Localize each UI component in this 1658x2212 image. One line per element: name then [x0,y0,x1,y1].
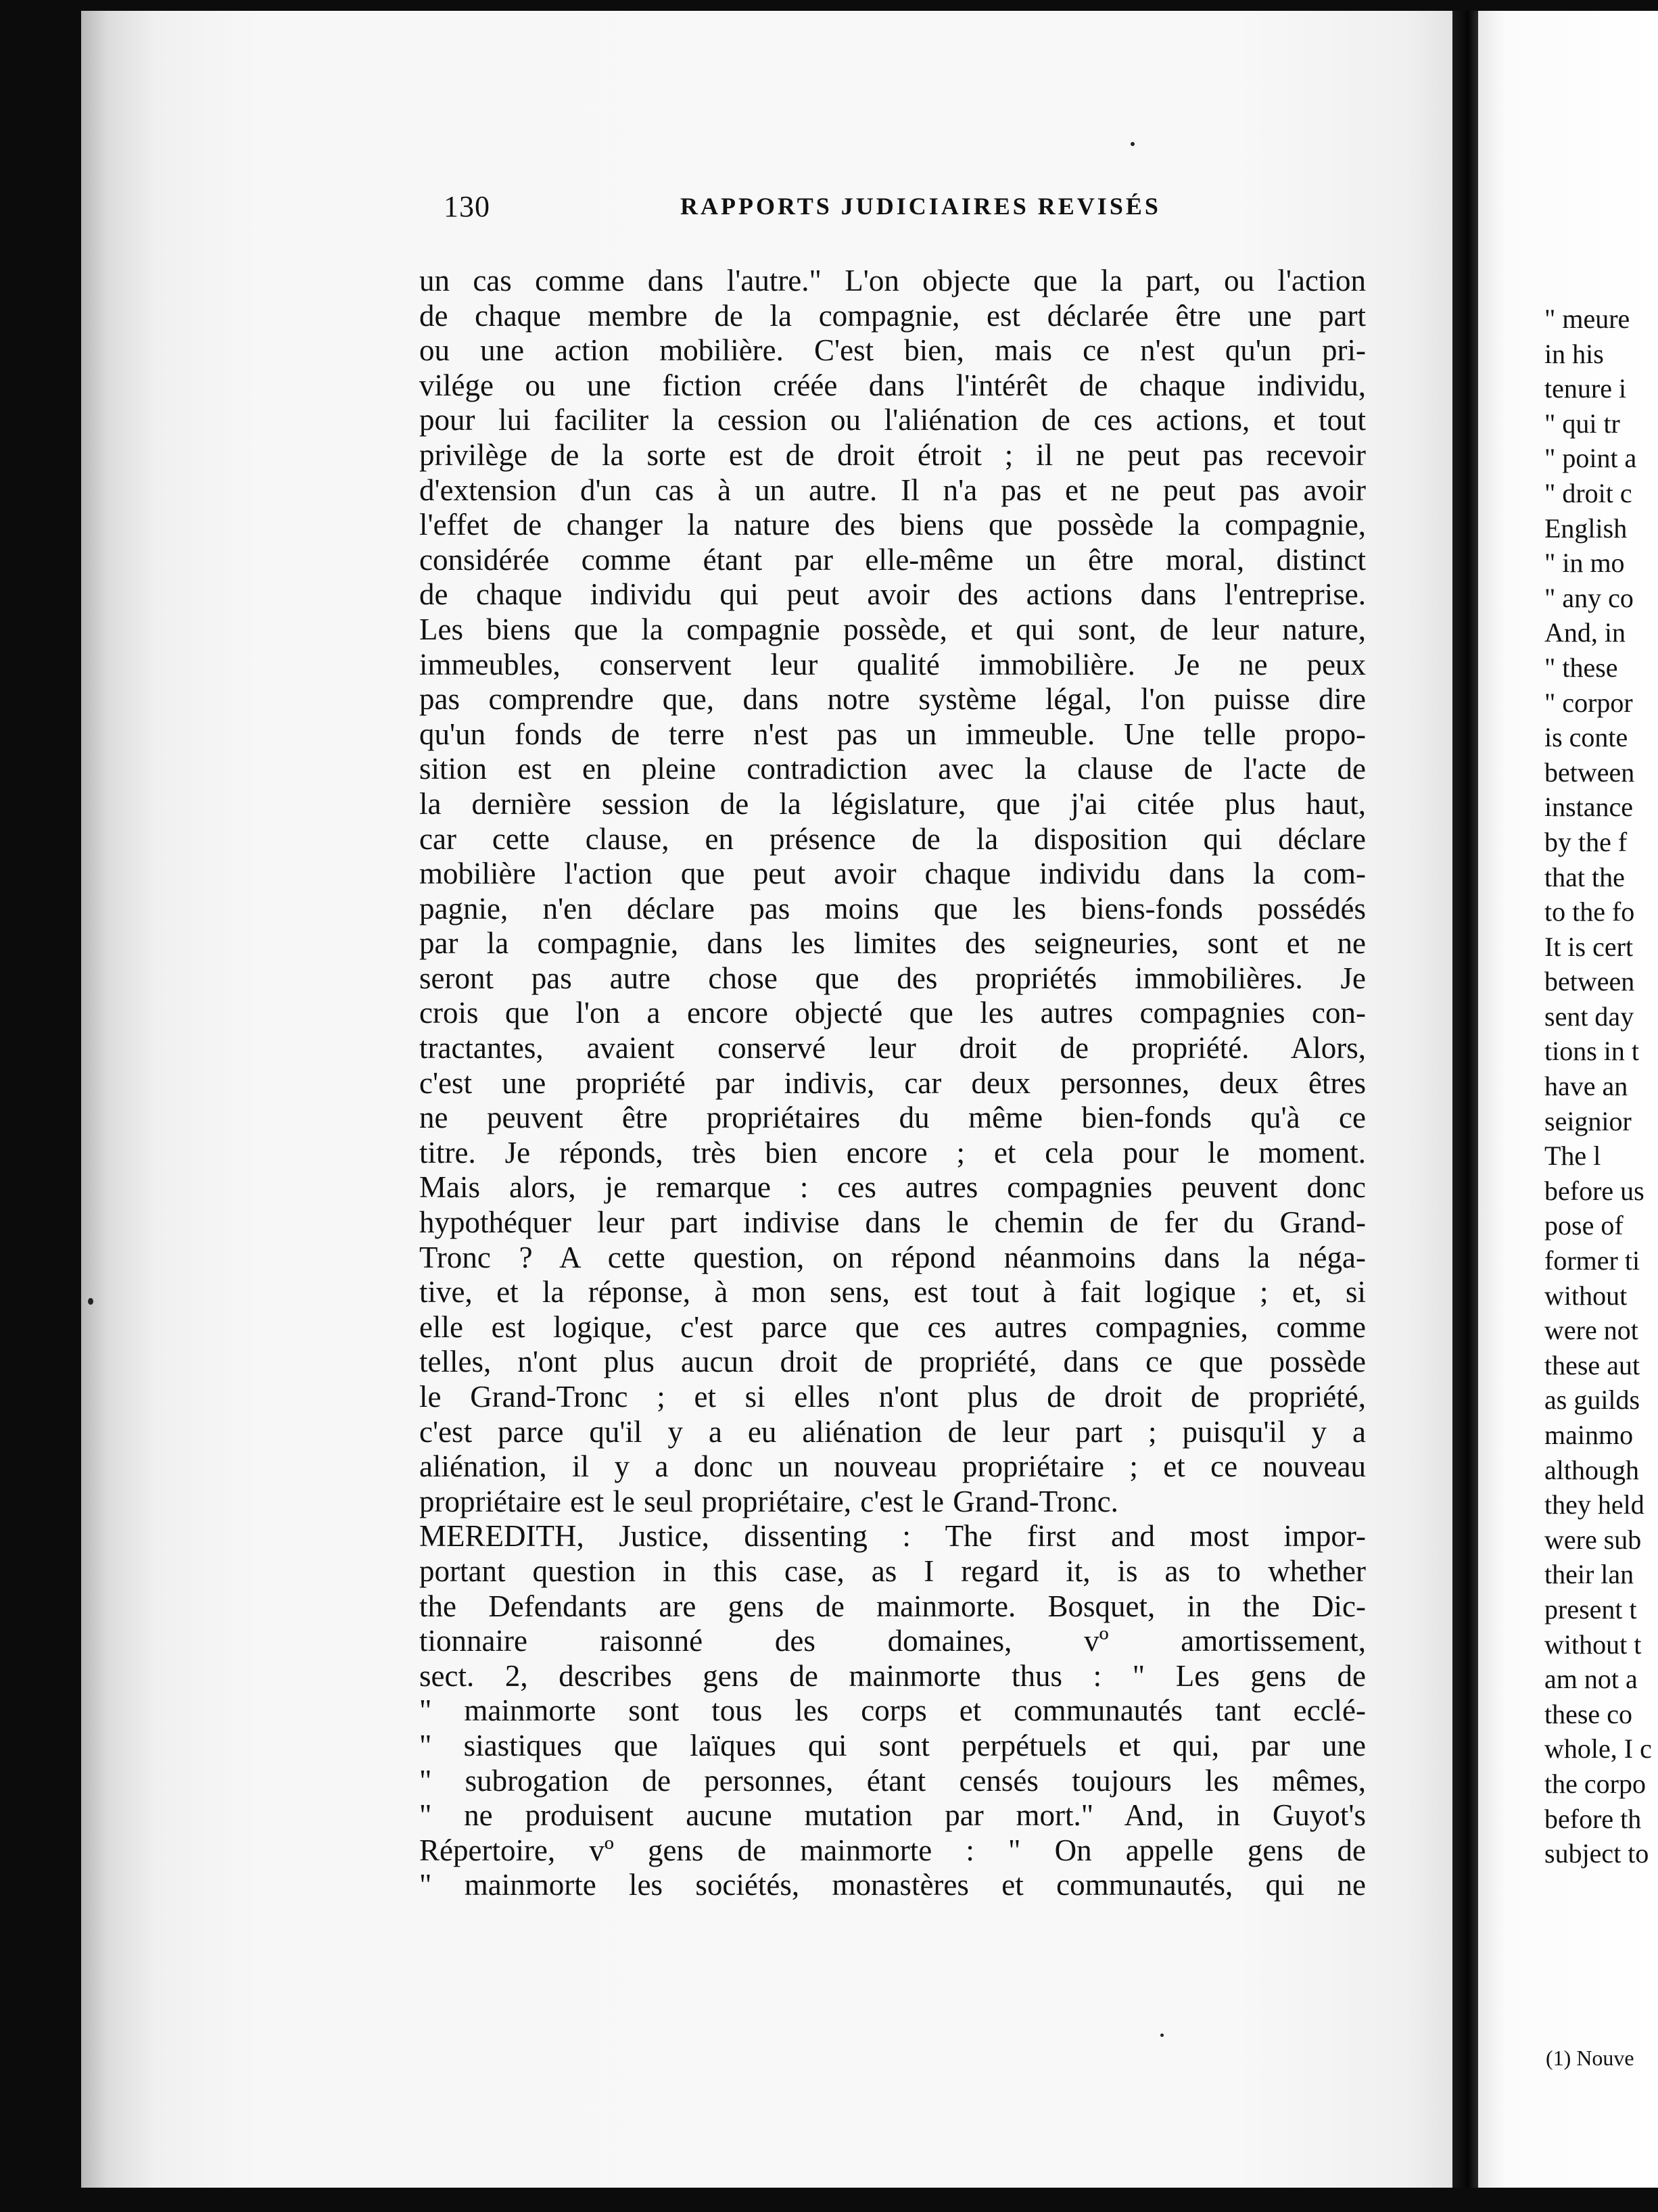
right-text-line: sent day [1544,1001,1634,1032]
scan-border-left [0,0,81,2212]
text-line: titre. Je réponds, très bien encore ; et cela pour le moment. [419,1135,1366,1170]
text-line: ne peuvent être propriétaires du même bien-fonds qu'à ce [419,1101,1366,1135]
text-line: de chaque membre de la compagnie, est déclarée être une part [419,298,1366,333]
scan-border-top [0,0,1658,11]
right-text-line: tenure i [1544,373,1627,404]
text-line: tionnaire raisonné des domaines, vº amortissement, [419,1624,1366,1658]
body-text [419,264,1366,1903]
text-line: d'extension d'un cas à un autre. Il n'a pas et ne peut pas avoir [419,473,1366,507]
right-text-line: between [1544,966,1635,997]
right-text-line: in his [1544,338,1604,369]
text-line: ou une action mobilière. C'est bien, mais ce n'est qu'un pri- [419,333,1366,368]
right-text-line: although [1544,1454,1639,1485]
right-text-line: mainmo [1544,1420,1634,1450]
text-line: l'effet de changer la nature des biens que possède la compagnie, [419,508,1366,542]
running-head: RAPPORTS JUDICIAIRES REVISÉS [680,193,1161,220]
right-text-line: " point a [1544,443,1637,474]
text-line: c'est parce qu'il y a eu aliénation de leur part ; puisqu'il y a [419,1414,1366,1449]
text-line: de chaque individu qui peut avoir des actions dans l'entreprise. [419,577,1366,612]
text-line: " ne produisent aucune mutation par mort." And, in Guyot's [419,1798,1366,1833]
text-line: un cas comme dans l'autre." L'on objecte que la part, ou l'action [419,264,1366,297]
text-line: " mainmorte les sociétés, monastères et communautés, qui ne [419,1868,1366,1902]
right-page-footnote: (1) Nouve [1546,2046,1634,2070]
right-text-line: It is cert [1544,931,1634,962]
text-line: Tronc ? A cette question, on répond néanmoins dans la néga- [419,1240,1366,1274]
right-text-line: present t [1544,1593,1637,1625]
right-text-line: were sub [1544,1524,1642,1555]
right-text-line: English [1544,512,1628,544]
right-text-line: without [1544,1280,1628,1311]
text-line: privilège de la sorte est de droit étroit ; il ne peut pas recevoir [419,437,1366,472]
text-line: elle est logique, c'est parce que ces autres compagnies, comme [419,1309,1366,1344]
right-text-line: by the f [1544,826,1628,857]
text-line: portant question in this case, as I regard it, is as to whether [419,1554,1366,1588]
text-line: la dernière session de la législature, que j'ai citée plus haut, [419,786,1366,821]
scan-speck [88,1298,93,1305]
text-line: qu'un fonds de terre n'est pas un immeuble. Une telle propo- [419,717,1366,751]
text-line: par la compagnie, dans les limites des seigneuries, sont et ne [419,926,1366,961]
right-text-line: as guilds [1544,1385,1640,1416]
right-text-line: these co [1544,1698,1632,1729]
right-text-line: The l [1544,1140,1601,1172]
text-line: propriétaire est le seul propriétaire, c'est le Grand-Tronc. [419,1484,1118,1518]
right-text-line: before th [1544,1803,1642,1834]
text-line: " subrogation de personnes, étant censés toujours les mêmes, [419,1763,1366,1798]
right-text-line: without t [1544,1629,1642,1660]
right-text-line: former ti [1544,1245,1640,1276]
text-line: crois que l'on a encore objecté que les autres compagnies con- [419,996,1366,1030]
right-text-line: subject to [1544,1838,1649,1869]
right-text-line: have an [1544,1071,1628,1102]
book-gutter [1452,11,1478,2188]
page-number: 130 [444,190,490,223]
right-text-line: " qui tr [1544,408,1620,439]
right-text-line: that the [1544,861,1625,892]
right-text-line: seignior [1544,1105,1632,1136]
text-line: Les biens que la compagnie possède, et qui sont, de leur nature, [419,612,1366,646]
right-text-line: " meure [1544,304,1630,334]
text-line: tive, et la réponse, à mon sens, est tout à fait logique ; et, si [419,1275,1366,1309]
right-text-line: am not a [1544,1664,1638,1695]
text-line: MEREDITH, Justice, dissenting : The first and most impor- [419,1519,1366,1554]
text-line: pas comprendre que, dans notre système légal, l'on puisse dire [419,682,1366,717]
text-line: telles, n'ont plus aucun droit de propriété, dans ce que possède [419,1345,1366,1379]
right-text-line: " droit c [1544,477,1632,508]
text-line: seront pas autre chose que des propriétés immobilières. Je [419,961,1366,995]
text-line: sition est en pleine contradiction avec la clause de l'acte de [419,752,1366,786]
right-text-line: instance [1544,792,1634,823]
right-text-line: were not [1544,1315,1638,1346]
right-text-line: pose of [1544,1210,1624,1241]
right-text-line: between [1544,756,1635,788]
right-text-line: before us [1544,1175,1644,1206]
text-line: le Grand-Tronc ; et si elles n'ont plus de droit de propriété, [419,1380,1366,1414]
scan-speck [1131,142,1135,146]
right-text-line: whole, I c [1544,1733,1652,1764]
right-text-line: these aut [1544,1349,1640,1380]
text-line: considérée comme étant par elle-même un être moral, distinct [419,542,1366,577]
text-line: " siastiques que laïques qui sont perpétuels et qui, par une [419,1728,1366,1762]
text-line: car cette clause, en présence de la disposition qui déclare [419,821,1366,856]
text-line: mobilière l'action que peut avoir chaque individu dans la com- [419,857,1366,891]
scan-speck [1160,2034,1164,2037]
page-header [444,189,1363,230]
right-page-text [1544,302,1658,1871]
right-text-line: " in mo [1544,548,1625,579]
right-page [1478,11,1658,2188]
text-line: pagnie, n'en déclare pas moins que les biens-fonds possédés [419,891,1366,925]
text-line: Mais alors, je remarque : ces autres compagnies peuvent donc [419,1170,1366,1205]
text-line: c'est une propriété par indivis, car deux personnes, deux êtres [419,1065,1366,1100]
right-text-line: they held [1544,1489,1644,1520]
text-line: tractantes, avaient conservé leur droit de propriété. Alors, [419,1031,1366,1065]
text-line: hypothéquer leur part indivise dans le chemin de fer du Grand- [419,1205,1366,1240]
right-text-line: their lan [1544,1559,1634,1590]
text-line: sect. 2, describes gens de mainmorte thus : " Les gens de [419,1658,1366,1693]
text-line: the Defendants are gens de mainmorte. Bosquet, in the Dic- [419,1589,1366,1623]
right-text-line: " any co [1544,582,1634,613]
text-line: vilége ou une fiction créée dans l'intérêt de chaque individu, [419,368,1366,402]
text-line: pour lui faciliter la cession ou l'aliénation de ces actions, et tout [419,403,1366,437]
text-line: " mainmorte sont tous les corps et communautés tant ecclé- [419,1693,1366,1728]
right-text-line: " these [1544,652,1618,683]
scan-border-bottom [0,2188,1658,2212]
right-text-line: is conte [1544,722,1628,753]
text-line: aliénation, il y a donc un nouveau propriétaire ; et ce nouveau [419,1449,1366,1484]
right-text-line: " corpor [1544,687,1633,718]
right-text-line: And, in [1544,617,1626,648]
text-line: immeubles, conservent leur qualité immobilière. Je ne peux [419,647,1366,681]
right-text-line: tions in t [1544,1036,1640,1067]
right-text-line: the corpo [1544,1768,1646,1799]
text-line: Répertoire, vº gens de mainmorte : " On appelle gens de [419,1833,1366,1867]
right-text-line: to the fo [1544,896,1635,928]
